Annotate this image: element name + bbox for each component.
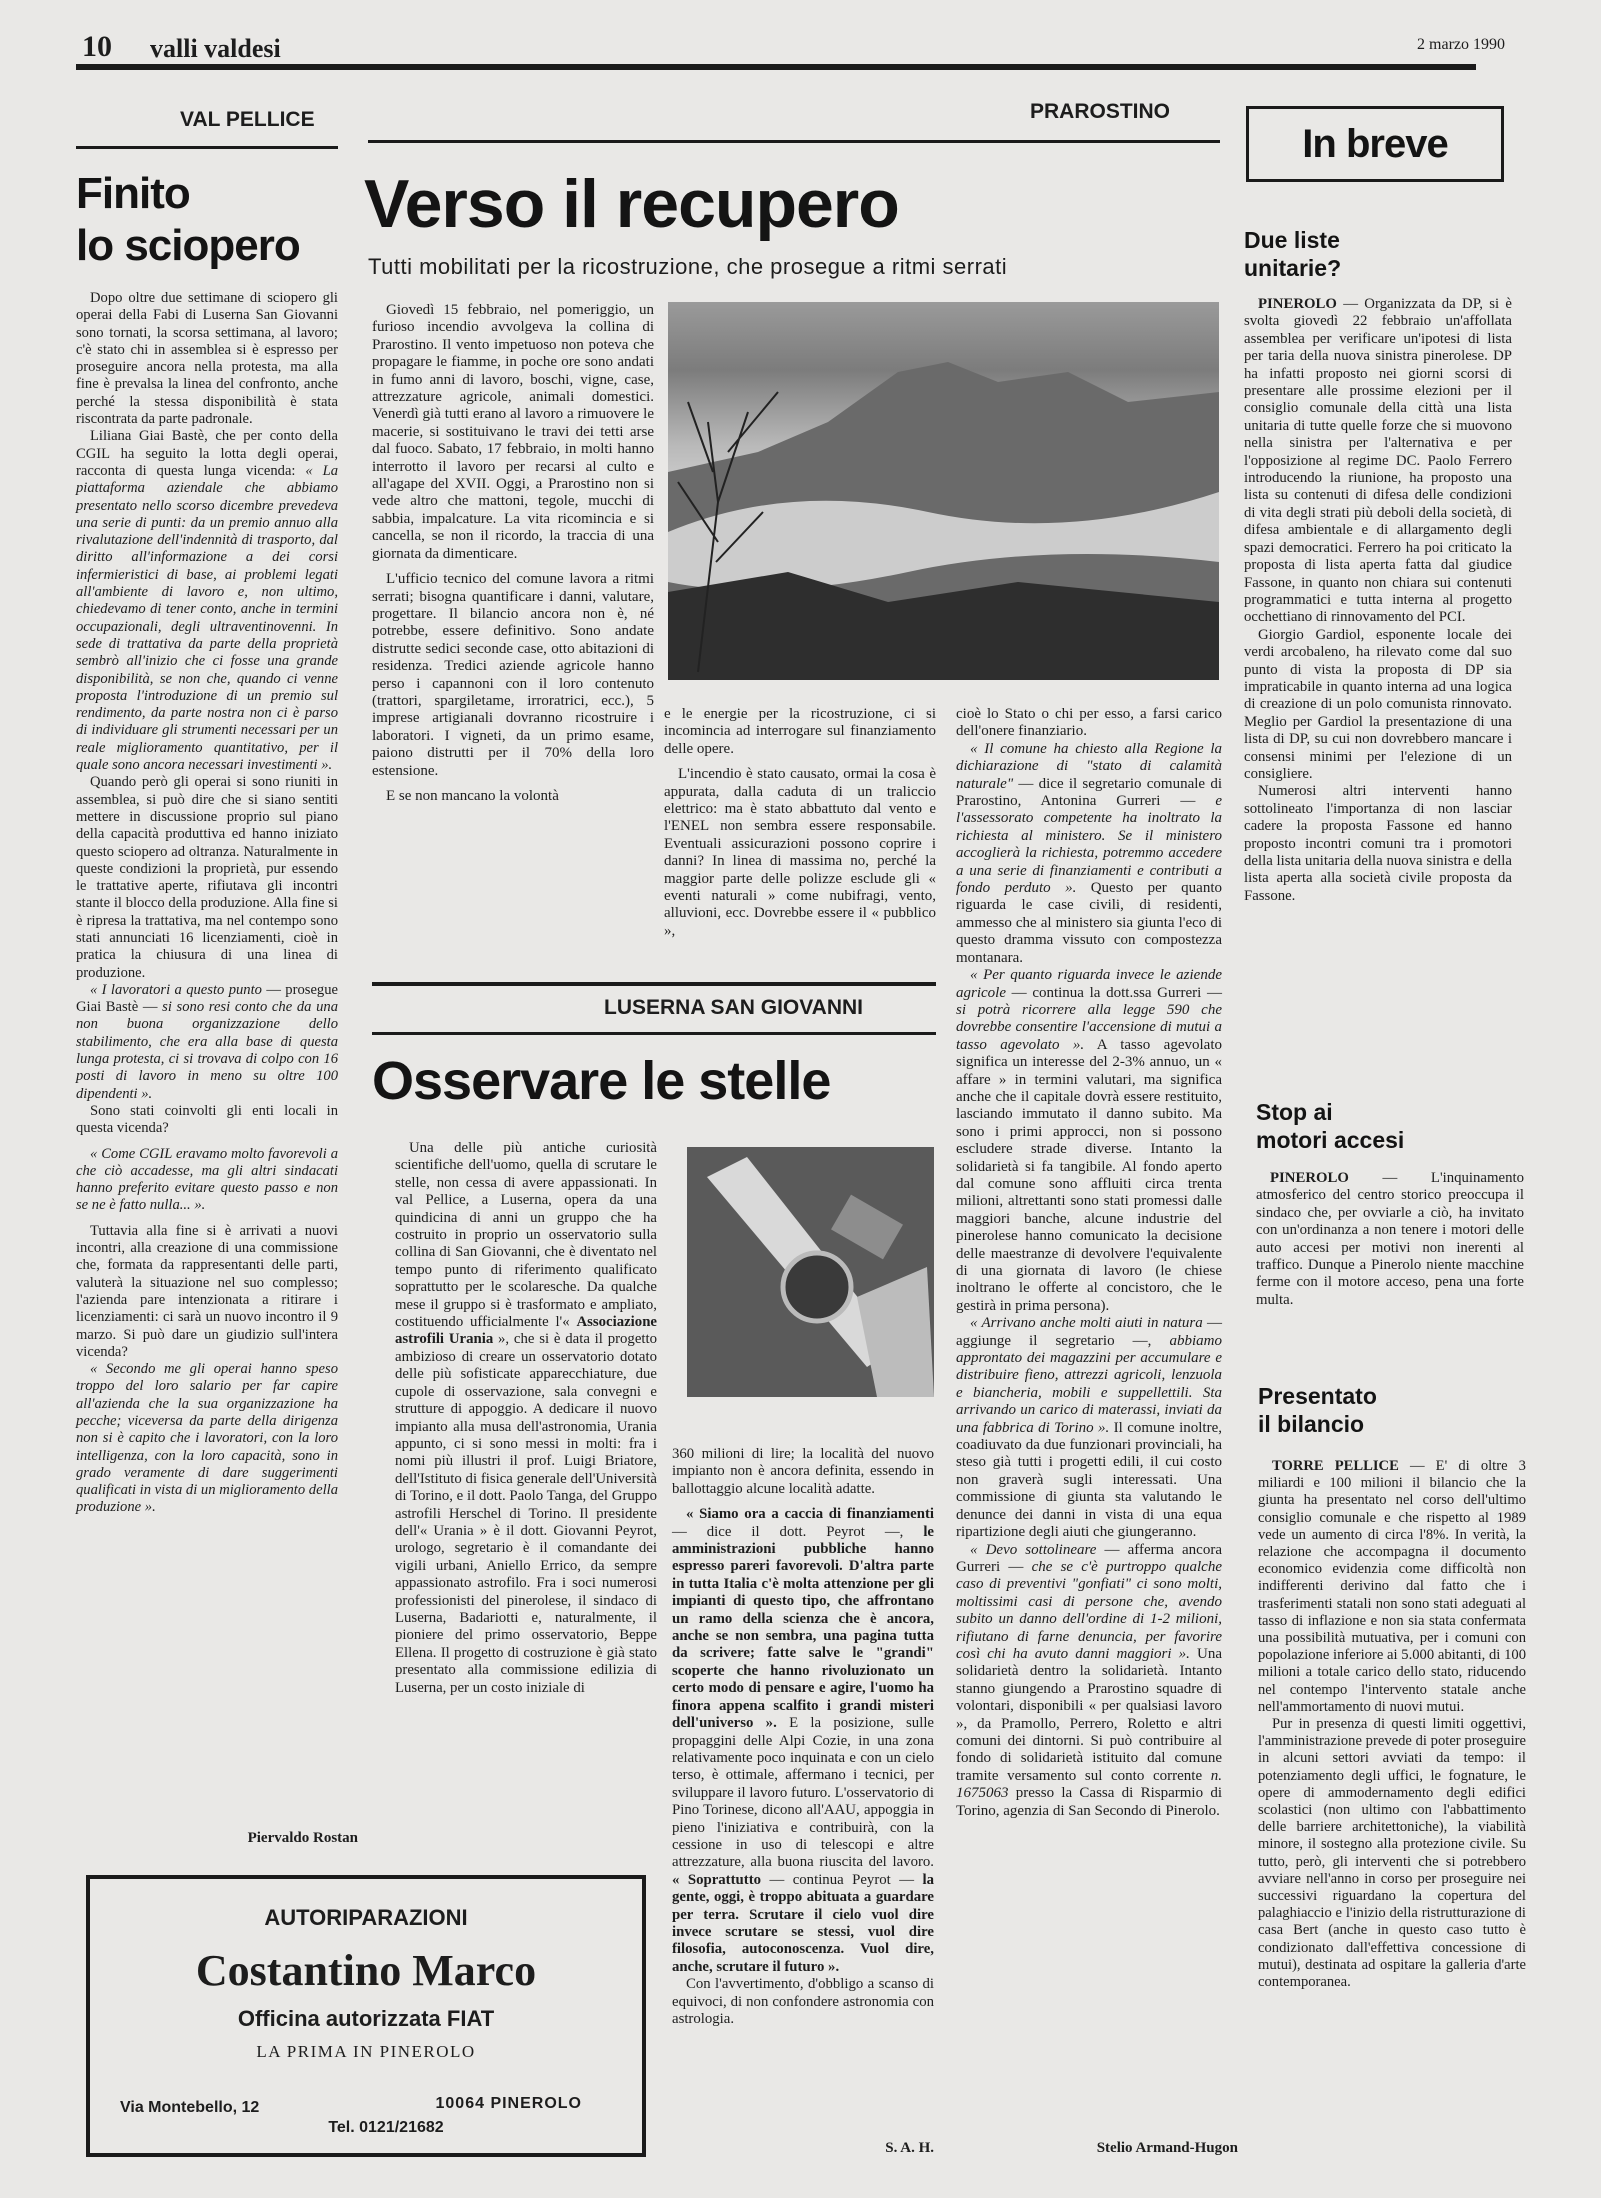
paragraph: Liliana Giai Bastè, che per conto della CGIL ha seguito la lotta degli operai, racconta di questa lunga vicenda: (76, 428, 338, 479)
article-prarostino-col1 (372, 302, 654, 805)
paragraph: Il comune inoltre, coadiuvato da due funzionari provinciali, ha steso già tutti i progetti edili, il cui costo non graverà sugli interessati. Una commissione di giunta sta valutando le denunce dei danni in vista di una equa ripartizione degli aiuti che giungeranno. (956, 1419, 1222, 1541)
masthead-rule (76, 64, 1476, 70)
attribution: — prosegue Giai Bastè — (76, 981, 338, 1016)
quote: le amministrazioni pubbliche hanno espresso pareri favorevoli. D'altra parte in tutta Italia c'è molta attenzione per gli impianti di questo tipo, che affrontano un ramo della scienza che è ancora, anche se non sembra, una pagina tutta da scrivere; fatte salve le "grandi" scoperte che hanno rivoluzionato un certo modo di pensare e agire, l'uomo ha finora appena scalfito i grandi misteri dell'universo ». (672, 1523, 934, 1732)
paragraph: — Organizzata da DP, si è svolta giovedì 22 febbraio un'affollata assemblea per verificare un'ipotesi di lista per taria della nuova sinistra pinerolese. DP ha infatti proposto nei giorni scorsi di presentare alle prossime elezioni per il consiglio comunale della città una lista unitaria di tutte quelle forze che si muovono nella sinistra per l'alternativa e per l'opposizione al regime DC. Paolo Ferrero introducendo la riunione, ha proposto una lista su contenuti di difesa delle condizioni di vita degli strati più deboli della società, di difesa ambientale e di allargamento degli spazi democratici. Ferrero ha poi criticato la proposta di lista aperta fatta dal giudice Fassone, in quanto non chiara sui contenuti programmatici e tutta interna al progetto occhettiano di rinnovamento del PCI. (1244, 296, 1512, 626)
dateline: PINEROLO (1258, 296, 1337, 312)
paragraph: L'ufficio tecnico del comune lavora a ritmi serrati; bisogna quantificare i danni, valutare, progettare. Il bilancio ancora non è, né potrebbe, essere definitivo. Sono andate distrutte sedici seconde case, otto abitazioni di residenza. Tredici aziende agricole hanno perso i capannoni con il loro contenuto (trattori, spargiletame, irroratrici, ecc.), 5 imprese artigianali dovranno ricostruire i laboratori. I vigneti, da un primo esame, paiono distrutti per il 70% della loro estensione. (372, 571, 654, 779)
paragraph: Questo per quanto riguarda le case civili, di residenti, ammesso che al ministero sia giunta l'eco di questo dramma vissuto con compostezza montanara. (956, 880, 1222, 966)
paragraph: Pur in presenza di questi limiti oggettivi, l'amministrazione prevede di poter proseguire in alcuni settori avviati da tempo: il potenziamento degli uffici, le fognature, le opere di ammodernamento degli edifici scolastici (non ultimo con l'abbattimento delle barriere architettoniche), la viabilità minore, il sostegno alla protezione civile. Su tutto, però, gli interventi che si potrebbero avviare nell'anno in corso per proseguire nei successivi riguardano la copertura del palaghiaccio e l'inizio della ristrutturazione di casa Bert (anche in questo caso tutto è condizionato dall'effettiva concessione di mutui), destinata ad ospitare la galleria d'arte contemporanea. (1258, 1716, 1526, 1991)
quote: « Arrivano anche molti aiuti in natura (970, 1315, 1203, 1332)
quote: e l'assessorato competente ha inoltrato la richiesta al ministero. Se il ministero accoglierà la richiesta, potremmo accedere a una serie di finanziamenti e contributi a fondo perduto ». (956, 793, 1222, 897)
quote: « Siamo ora a caccia di finanziamenti (686, 1506, 934, 1523)
ad-line-officina: Officina autorizzata FIAT (237, 2006, 495, 2031)
paragraph: presso la Cassa di Risparmio di Torino, agenzia di San Secondo di Pinerolo. (956, 1785, 1222, 1819)
association-name: Associazione astrofili Urania (395, 1314, 657, 1348)
quote: « Come CGIL eravamo molto favorevoli a che ciò accadesse, ma gli altri sindacati hanno preferito evitare questo passo e non se ne è fatto nulla... ». (76, 1145, 338, 1214)
paragraph: — E' di oltre 3 miliardi e 100 milioni il bilancio che la giunta ha presentato nel corso dell'ultimo consiglio comunale e che rispetto al 1989 vede un aumento di circa l'8%. In verità, la relazione che accompagna il documento economico evidenzia come difficoltà non indifferenti derivino dal fatto che i trasferimenti statali non sono stati adeguati al tasso di inflazione e non sia stata confermata una possibilità mutuativa, per i comuni con popolazione inferiore ai 5.000 abitanti, di 100 milioni a totale carico dello stato, riducendo nel contempo l'intervento statale anche nell'ammortamento di nuovi mutui. (1258, 1458, 1526, 1715)
quote: che se c'è purtroppo qualche caso di preventivi "gonfiati" ci sono molti, moltissimi casi di persone che, avendo subito un danno dell'ordine di 1-2 milioni, rifiutano di farne denuncia, per favorire così chi ha avuto danni maggiori ». (956, 1558, 1222, 1662)
quote: « Per quanto riguarda invece le aziende agricole (956, 967, 1222, 1001)
headline-line: motori accesi (1256, 1127, 1405, 1153)
paragraph: A tasso agevolato significa un interesse del 2-3% annuo, un « affare » in termini valutari, ma significa anche che il capitale dovrà essere restituito, lasciando immutato il danno subito. Ma sono i primi approcci, non si possono escludere strade diverse. Intanto la solidarietà si fa tangibile. Al fondo aperto dal comune sono affluiti circa trenta milioni, altrettanti sono stati promessi dalle maggiori banche, alcune industrie del pinerolese hanno comunicato la decisione delle maestranze di devolvere l'equivalente di una giornata di lavoro (le chiese inoltrano le offerte al concistoro, che le gestirà in prima persona). (956, 1036, 1222, 1314)
headline-line: Due liste (1244, 227, 1340, 253)
paragraph: Giovedì 15 febbraio, nel pomeriggio, un furioso incendio avvolgeva la collina di Prarostino. Il vento impetuoso non poteva che propagare le fiamme, in poche ore sono andati in fumo anni di lavoro, boschi, vigne, case, attrezzature agricole, animali domestici. Venerdì già tutti erano al lavoro a rimuovere le macerie, si sostituivano le travi dei tetti arse dal fuoco. Sabato, 17 febbraio, in molti hanno interrotto il lavoro per recarsi al culto e all'agape del XVII. Oggi, a Prarostino non si vede altro che mattoni, tegole, mucchi di sabbia, impalcature. La vita ricomincia e si cancella, se non il ricordo, la traccia di una giornata da dimenticare. (372, 302, 654, 562)
issue-date: 2 marzo 1990 (1417, 36, 1505, 53)
section-kicker-val-pellice: VAL PELLICE (180, 108, 315, 131)
question: Sono stati coinvolti gli enti locali in questa vicenda? (76, 1102, 338, 1137)
headline-line: Presentato (1258, 1383, 1377, 1409)
ad-line-autoriparazioni: AUTORIPARAZIONI (264, 1905, 468, 1930)
paragraph: E se non mancano la volontà (386, 787, 559, 804)
brief-presentato-bilancio-body (1258, 1458, 1526, 1991)
telescope-illustration (687, 1147, 934, 1397)
quote: « Soprattutto (672, 1871, 762, 1888)
paragraph: Una delle più antiche curiosità scientifiche dell'uomo, quella di scrutare le stelle, non cessa di avere appassionati. In val Pellice, a Luserna, opera da una quindicina di anni un gruppo che ha costruito in proprio un osservatorio sulla collina di San Giovanni, che è diventato nel tempo punto di riferimento qualificato soprattutto per le scolaresche. Da qualche mese il gruppo si è trasformato e ampliato, costituendo ufficialmente l'« (395, 1140, 657, 1331)
article-luserna-col2 (672, 1446, 934, 2028)
mountain-fog-illustration (668, 302, 1219, 680)
page-number: 10 (82, 30, 112, 63)
attribution: — continua la dott.ssa Gurreri — (1006, 984, 1222, 1001)
in-breve-title: In breve (1302, 122, 1448, 166)
headline-line: Stop ai (1256, 1099, 1333, 1125)
paragraph: e le energie per la ricostruzione, ci si incomincia ad interrogare sul finanziamento delle opere. (664, 706, 936, 757)
paragraph: cioè lo Stato o chi per esso, a farsi carico dell'onere finanziario. (956, 706, 1222, 740)
brief-headline-due-liste (1244, 226, 1341, 282)
attribution: — aggiunge il segretario —, (956, 1315, 1223, 1349)
byline-armand-hugon: Stelio Armand-Hugon (1096, 2140, 1238, 2156)
kicker-rule (368, 140, 1220, 143)
quote: si potrà ricorrere alla legge 590 che dovrebbe consentire l'accensione di mutui a tasso agevolato ». (956, 1001, 1222, 1053)
headline-finito (76, 169, 356, 270)
headline-line: unitarie? (1244, 255, 1342, 281)
quote: « Devo sottolineare (970, 1541, 1097, 1558)
paragraph: Una solidarietà dentro la solidarietà. Intanto stanno giungendo a Prarostino squadre di volontari, disponibili « per qualsiasi lavoro », da Pramollo, Perrero, Roletto e altri comuni dei dintorni. Si può contribuire al fondo di solidarietà istituito dal comune tramite versamento sul conto corrente (956, 1645, 1222, 1784)
paragraph: Numerosi altri interventi hanno sottolineato l'importanza di non lasciar cadere la proposta Fassone ed hanno proposto incontri comuni tra i promotori della lista unitaria della nuova sinistra e della lista aperta alla società civile proposta da Fassone. (1244, 783, 1512, 904)
dateline: PINEROLO (1270, 1170, 1349, 1186)
paragraph: Dopo oltre due settimane di sciopero gli operai della Fabi di Luserna San Giovanni sono tornati, la scorsa settimana, al lavoro; c'è stato chi in assemblea si è espresso per proseguire ancora nella protesta, ma alla fine è prevalsa la linea del confronto, anche perché la stessa disponibilità è stata riscontrata da parte padronale. (76, 290, 338, 428)
paragraph: — L'inquinamento atmosferico del centro storico preoccupa il sindaco che, per ovviarle a ciò, ha invitato con un'ordinanza a non tenere i motori delle auto accesi per motivi non inerenti al traffico. Dunque a Pinerolo niente macchine ferme con il motore acceso, pena una forte multa. (1256, 1170, 1524, 1308)
brief-due-liste-body (1244, 296, 1512, 905)
quote: abbiamo approntato dei magazzini per accumulare e distribuire fieno, attrezzi agricoli, lenzuola e biancheria, mobili e suppellettili. Sta arrivando un carico di materassi, inviati da una fabbrica di Torino ». (956, 1332, 1222, 1436)
ad-phone: Tel. 0121/21682 (328, 2119, 444, 2136)
kicker-rule (76, 146, 338, 149)
attribution: — dice il segretario comunale di Prarostino, Antonina Gurreri — (956, 775, 1222, 810)
paragraph: », che si è data il progetto ambizioso di creare un osservatorio dotato delle più sofisticate apparecchiature, due cupole di osservazione, sala convegni e strutture di appoggio. A dedicare il nuovo impianto alla musa dell'astronomia, Urania appunto, ci si sono messi in molti: fra i nomi più illustri il prof. Luigi Briatore, dell'Istituto di fisica generale dell'Università di Torino, e il dott. Paolo Tanga, del Gruppo astrofili Herschel di Torino. Il presidente dell'« Urania » è il dott. Giovanni Peyrot, urologo, segretario è il comandante dei vigili urbani, Aniello Errico, da sempre appassionato astrofilo. Fra i soci numerosi professionisti del pinerolese, il sindaco di Luserna, Badariotti e, naturalmente, il pioniere del primo osservatorio, Beppe Ellena. Il progetto di costruzione è già stato presentato alla commissione edilizia di Luserna, per un costo iniziale di (395, 1331, 658, 1696)
headline-line: lo sciopero (76, 221, 300, 270)
article-prarostino-col3 (956, 706, 1222, 1820)
ad-line-prima: LA PRIMA IN PINEROLO (256, 2042, 476, 2061)
paragraph: Quando però gli operai si sono riuniti in assemblea, si può dire che si siano sentiti mettere in discussione proprio sul piano della capacità produttiva ed hanno iniziato questo sciopero ad oltranza. Naturalmente in queste condizioni la proprietà, pur essendo le trattative aperte, rifiutava gli incontri stante il blocco della produzione. Alla fine si è ripresa la trattativa, ma nel contempo sono stati annunciati 16 licenziamenti, cioè in pratica la chiusura di una linea di produzione. (76, 774, 338, 981)
quote: si sono resi conto che da una non buona organizzazione dello stabilimento, che era alla base di questa lunga protesta, ci si trovava di colpo con 16 posti di lavoro in meno su oltre 100 dipendenti ». (76, 999, 338, 1102)
article-prarostino-col2 (664, 706, 936, 940)
brief-headline-stop-ai-motori (1256, 1098, 1404, 1154)
advertisement-costantino-marco (86, 1875, 646, 2157)
quote: la gente, oggi, è troppo abituata a guardare per terra. Scrutare il cielo vuol dire invece scrutare se stessi, vuol dire filosofia, autoconoscenza. Vuol dire, anche, scrutare il futuro ». (672, 1871, 934, 1975)
brief-stop-ai-motori-body (1256, 1170, 1524, 1309)
kicker-rule (372, 1032, 936, 1035)
section-rule (372, 982, 936, 986)
quote: « Secondo me gli operai hanno speso troppo del loro salario per far capire all'azienda che la sua organizzazione ha pecche; viceversa da parte della dirigenza non si è capito che i lavoratori, con la loro intelligenza, con la loro capacità, sono in grado veramente di dare suggerimenti qualificati in vista di un miglioramento della produzione ». (76, 1361, 338, 1516)
paragraph: L'incendio è stato causato, ormai la cosa è appurata, dalla caduta di un traliccio elettrico: ma è stato abbattuto dal vento e l'ENEL non sembra essere responsabile. Eventuali assicurazioni possono coprire i danni? In linea di massima no, perché la maggior parte delle polizze esclude gli « eventi naturali » come nubifragi, vento, alluvioni, ecc. Dovrebbe essere il « pubblico », (664, 766, 936, 939)
paragraph: E la posizione, sulle propaggini delle Alpi Cozie, in una zona relativamente poco inquinata e con un cielo terso, è ottimale, affermano i tecnici, per sviluppare il lavoro futuro. L'osservatorio di Pino Torinese, dicono all'AAU, appoggia in pieno l'iniziativa e contribuirà, con la cessione in uso di telescopi e altre attrezzature, alla buona riuscita del lavoro. (672, 1715, 935, 1871)
article-val-pellice-body (76, 290, 338, 1517)
publication-title: valli valdesi (150, 34, 281, 63)
section-kicker-prarostino: PRAROSTINO (1030, 100, 1171, 123)
paragraph: Giorgio Gardiol, esponente locale dei verdi arcobaleno, ha rilevato come dal suo punto di vista la proposta di DP sia impraticabile in quanto interna ad una logica di creazione di un polo comunista rinnovato. Meglio per Gardiol la presentazione di una lista di DP, su cui non dovrebbero mancare i consensi minimi per l'elezione di un consigliere. (1244, 626, 1512, 782)
headline-line: il bilancio (1258, 1411, 1365, 1437)
attribution: — dice il dott. Peyrot —, (672, 1523, 924, 1540)
deck-prarostino: Tutti mobilitati per la ricostruzione, che prosegue a ritmi serrati (368, 254, 1008, 279)
in-breve-box (1246, 106, 1504, 182)
paragraph: 360 milioni di lire; la località del nuovo impianto non è ancora definita, essendo in ballottaggio alcune località adatte. (672, 1446, 934, 1497)
headline-line: Finito (76, 169, 190, 218)
telescope-photo (687, 1147, 934, 1397)
quote: « I lavoratori a questo punto (90, 981, 262, 998)
attribution: — afferma ancora Gurreri — (956, 1541, 1222, 1575)
section-kicker-luserna: LUSERNA SAN GIOVANNI (604, 996, 864, 1019)
account-number: n. 1675063 (956, 1767, 1222, 1802)
ad-business-name: Costantino Marco (195, 1946, 537, 1995)
ad-address: Via Montebello, 12 (120, 2099, 260, 2116)
attribution: — continua Peyrot — (761, 1871, 923, 1888)
paragraph: Con l'avvertimento, d'obbligo a scanso di equivoci, di non confondere astronomia con astrologia. (672, 1976, 934, 2027)
byline-sah: S. A. H. (885, 2140, 934, 2156)
ad-city: 10064 PINEROLO (435, 2095, 582, 2112)
quote: « Il comune ha chiesto alla Regione la dichiarazione di "stato di calamità naturale" (956, 740, 1222, 792)
headline-osservare-le-stelle: Osservare le stelle (372, 1051, 831, 1111)
headline-verso-il-recupero: Verso il recupero (364, 166, 899, 242)
mountain-fog-photo (668, 302, 1219, 680)
paragraph: Tuttavia alla fine si è arrivati a nuovi incontri, alla creazione di una commissione che, formata da rappresentanti delle parti, valuterà la situazione nel suo complesso; l'azienda pare intenzionata a ritirare i licenziamenti: ci sarà un nuovo incontro il 9 marzo. Si può dare un giudizio sull'intera vicenda? (76, 1222, 338, 1360)
article-luserna-col1 (395, 1140, 657, 1697)
quote: « La piattaforma aziendale che abbiamo presentato nello scorso dicembre prevedeva una serie di punti: da un premio annuo alla rivalutazione dell'indennità di trasporto, dal diritto all'informazione a dei corsi infermieristici di base, ai problemi legati all'ambiente di lavoro e, non ultimo, chiedevamo di tener conto, anche in termini occupazionali, degli ultraventinovenni. In sede di trattativa da parte della proprietà sembrò all'inizio che ci fosse una grande disponibilità, se non che, quando ci venne proposta l'introduzione di un premio sul rendimento, da parte nostra non ci è parso di individuare gli strumenti necessari per un reale miglioramento quantitativo, per il quale sono ancora necessari investimenti ». (76, 462, 338, 774)
byline-rostan: Piervaldo Rostan (247, 1830, 358, 1846)
brief-headline-presentato-bilancio (1258, 1382, 1377, 1438)
dateline: TORRE PELLICE (1272, 1458, 1399, 1474)
